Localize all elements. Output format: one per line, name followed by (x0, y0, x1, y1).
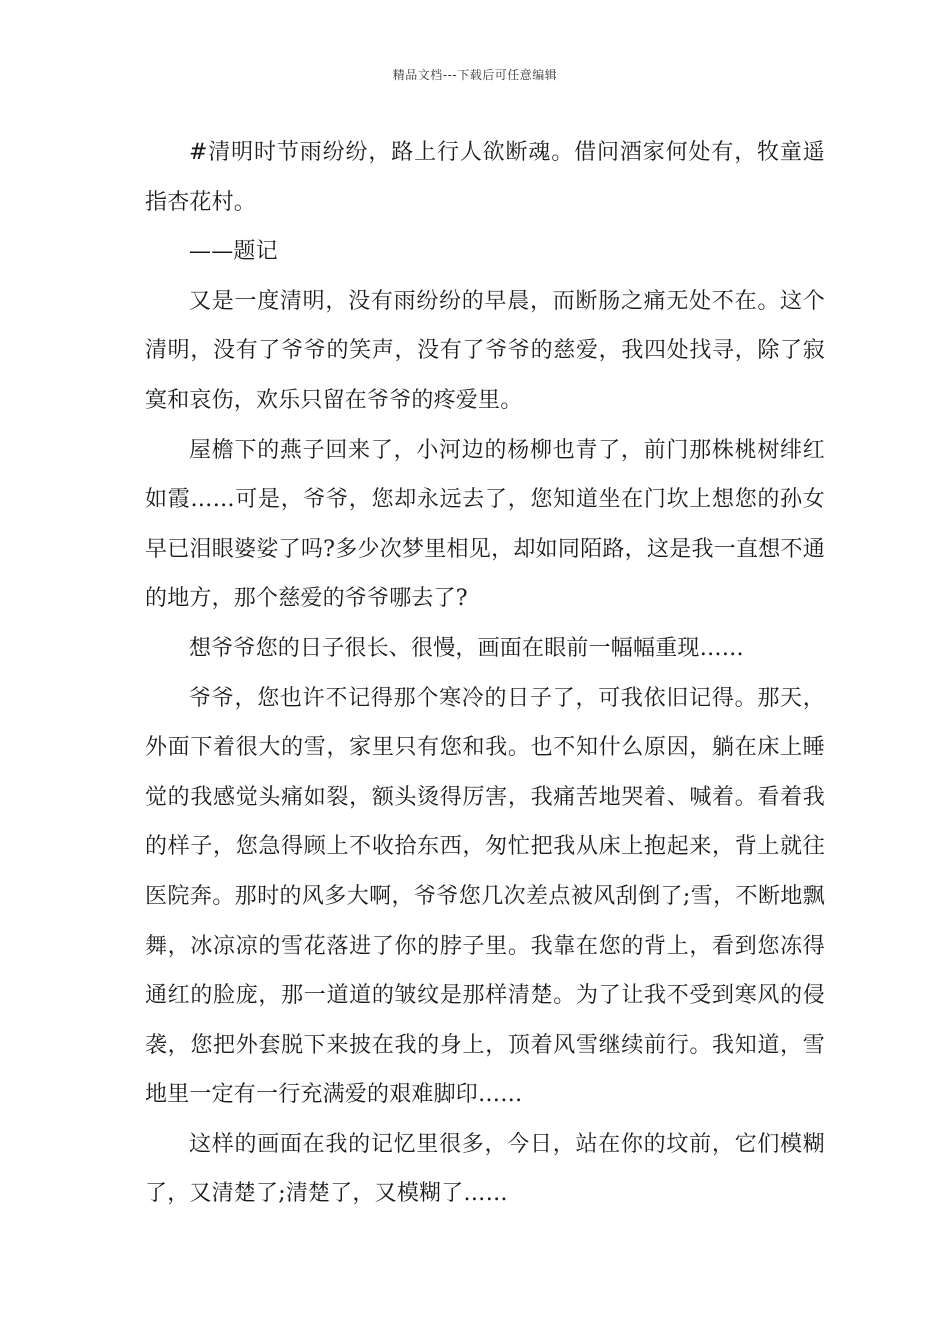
paragraph: 屋檐下的燕子回来了，小河边的杨柳也青了，前门那株桃树绯红如霞……可是，爷爷，您却永远去了，您知道坐在门坎上想您的孙女早已泪眼婆娑了吗?多少次梦里相见，却如同陌路，这是我一直想不通的地方，那个慈爱的爷爷哪去了? (145, 437, 825, 612)
document-body (145, 128, 825, 1219)
paragraph: 想爷爷您的日子很长、很慢，画面在眼前一幅幅重现…… (189, 635, 745, 661)
paragraph-epigraph: #清明时节雨纷纷，路上行人欲断魂。借问酒家何处有，牧童遥指杏花村。 (145, 140, 825, 215)
paragraph: 又是一度清明，没有雨纷纷的早晨，而断肠之痛无处不在。这个清明，没有了爷爷的笑声，没有了爷爷的慈爱，我四处找寻，除了寂寞和哀伤，欢乐只留在爷爷的疼爱里。 (145, 288, 825, 413)
paragraph: 这样的画面在我的记忆里很多，今日，站在你的坟前，它们模糊了，又清楚了;清楚了，又模糊了…… (145, 1131, 825, 1207)
page-header: 精品文档---下载后可任意编辑 (392, 68, 558, 82)
paragraph-epigraph-label: ——题记 (189, 239, 278, 265)
paragraph: 爷爷，您也许不记得那个寒冷的日子了，可我依旧记得。那天，外面下着很大的雪，家里只有您和我。也不知什么原因，躺在床上睡觉的我感觉头痛如裂，额头烫得厉害，我痛苦地哭着、喊着。看着我的样子，您急得顾上不收拾东西，匆忙把我从床上抱起来，背上就往医院奔。那时的风多大啊，爷爷您几次差点被风刮倒了;雪，不断地飘舞，冰凉凉的雪花落进了你的脖子里。我靠在您的背上，看到您冻得通红的脸庞，那一道道的皱纹是那样清楚。为了让我不受到寒风的侵袭，您把外套脱下来披在我的身上，顶着风雪继续前行。我知道，雪地里一定有一行充满爱的艰难脚印…… (145, 685, 825, 1108)
